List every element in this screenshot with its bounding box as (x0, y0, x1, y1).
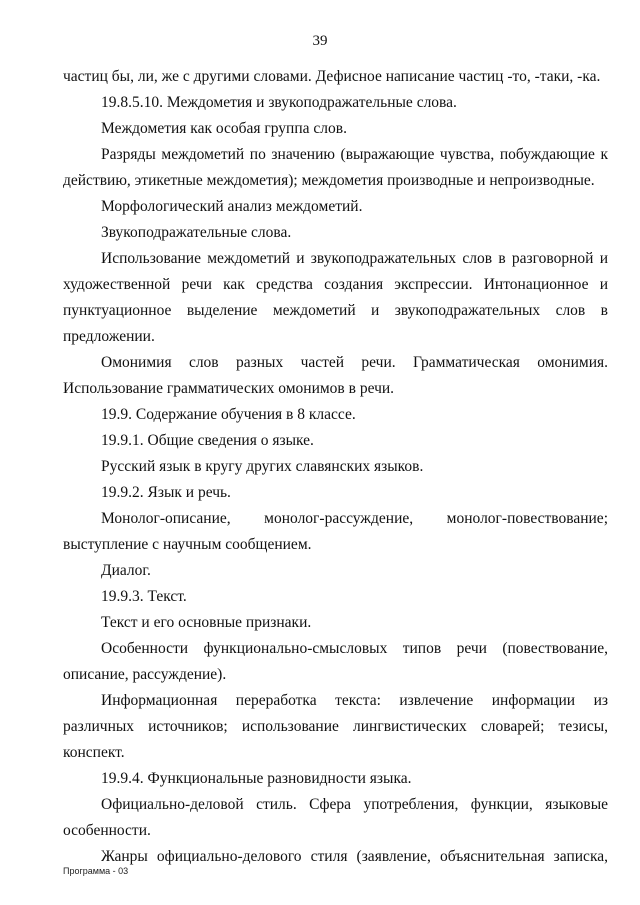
document-body (63, 64, 608, 870)
section-heading: 19.9.3. Текст. (101, 588, 187, 605)
paragraph: Диалог. (101, 562, 151, 579)
paragraph: Особенности функционально-смысловых типов речи (повествование, описание, рассуждение). (63, 640, 608, 683)
section-heading: 19.9.2. Язык и речь. (101, 484, 231, 501)
paragraph: Разряды междометий по значению (выражающие чувства, побуждающие к действию, этикетные междометия); междометия производные и непроизводные. (63, 146, 608, 189)
paragraph: Междометия как особая группа слов. (101, 120, 347, 137)
section-heading: 19.9.4. Функциональные разновидности языка. (101, 770, 412, 787)
paragraph: Монолог-описание, монолог-рассуждение, монолог-повествование; выступление с научным сообщением. (63, 510, 608, 553)
paragraph: Русский язык в кругу других славянских языков. (101, 458, 424, 475)
paragraph: Морфологический анализ междометий. (101, 198, 363, 215)
paragraph: Информационная переработка текста: извлечение информации из различных источников; использование лингвистических словарей; тезисы, конспект. (63, 692, 608, 761)
footer-label: Программа - 03 (63, 866, 129, 876)
paragraph: Жанры официально-делового стиля (заявление, объяснительная записка, (101, 848, 608, 865)
paragraph: Текст и его основные признаки. (101, 614, 312, 631)
paragraph: Использование междометий и звукоподражательных слов в разговорной и художественной речи как средства создания экспрессии. Интонационное и пунктуационное выделение междометий и звукоподражательных слов в предложении. (63, 250, 608, 345)
section-heading: 19.9.1. Общие сведения о языке. (101, 432, 314, 449)
paragraph: Звукоподражательные слова. (101, 224, 292, 241)
paragraph: Официально-деловой стиль. Сфера употребления, функции, языковые особенности. (63, 796, 608, 839)
section-heading: 19.8.5.10. Междометия и звукоподражательные слова. (101, 94, 457, 111)
page-number: 39 (312, 33, 328, 49)
paragraph: Омонимия слов разных частей речи. Грамматическая омонимия. Использование грамматических омонимов в речи. (63, 354, 608, 397)
paragraph: частиц бы, ли, же с другими словами. Дефисное написание частиц -то, -таки, -ка. (63, 68, 601, 85)
section-heading: 19.9. Содержание обучения в 8 классе. (101, 406, 356, 423)
